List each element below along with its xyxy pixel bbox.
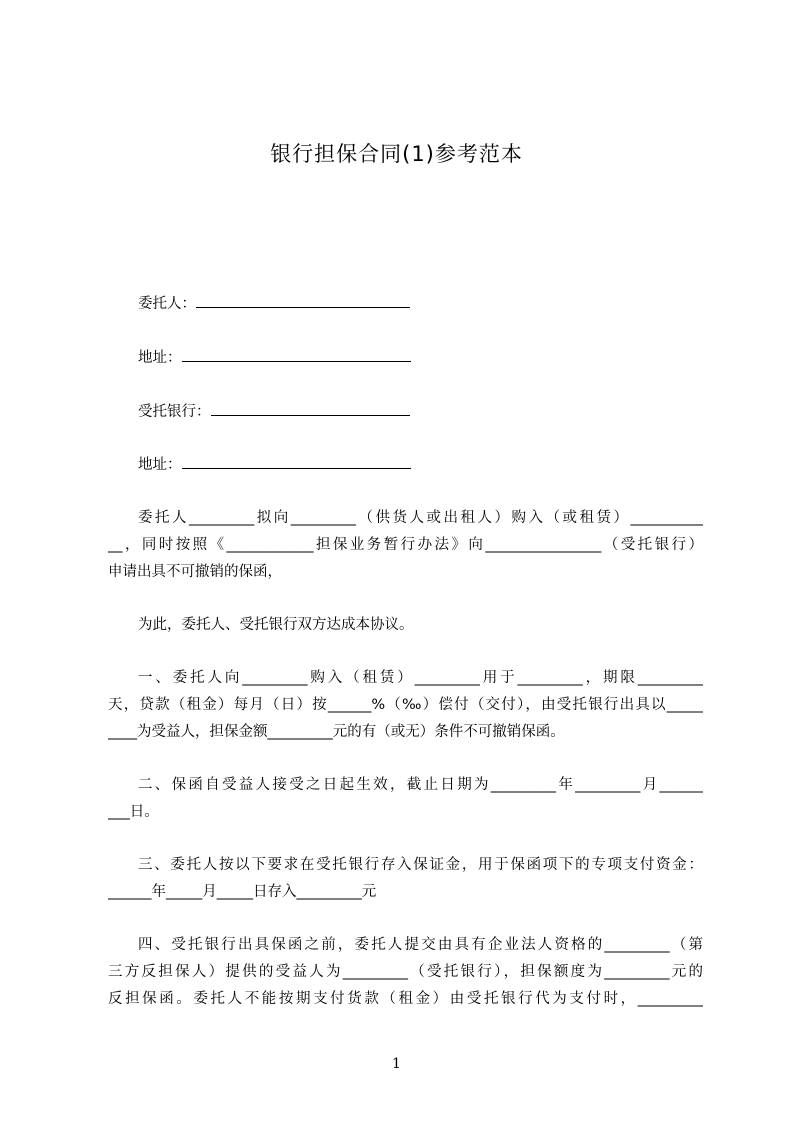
client-label: 委托人： bbox=[138, 296, 196, 312]
client-address-field bbox=[138, 346, 411, 367]
client-field bbox=[138, 292, 410, 313]
client-address-blank bbox=[182, 346, 411, 362]
bank-address-label: 地址： bbox=[138, 457, 182, 473]
client-address-label: 地址： bbox=[138, 350, 182, 366]
clause-4-line-1: 四、受托银行出具保函之前，委托人提交由具有企业法人资格的_________（第 bbox=[138, 937, 703, 953]
bank-address-blank bbox=[182, 453, 411, 469]
clause-1-line-1: 一、委托人向_________购入（租赁）_________用于_________，期限_________ bbox=[138, 670, 703, 686]
intro-line-2: __，同时按照《____________担保业务暂行办法》向________________（受托银行） bbox=[108, 537, 703, 553]
intro-line-1: 委托人_________拟向_________（供货人或出租人）购入（或租赁）__________ bbox=[138, 510, 703, 526]
clause-3-line-1: 三、委托人按以下要求在受托银行存入保证金，用于保函项下的专项支付资金： bbox=[138, 857, 703, 873]
clause-1-line-2: 天，贷款（租金）每月（日）按______%（‰）偿付（交付），由受托银行出具以_____ bbox=[108, 697, 703, 713]
clause-2-line-1: 二、保函自受益人接受之日起生效，截止日期为_________年_________月______ bbox=[138, 777, 703, 793]
clause-1-line-3: ____为受益人，担保金额_________元的有（或无）条件不可撤销保函。 bbox=[108, 724, 565, 740]
bank-address-field bbox=[138, 453, 411, 474]
page-title: 银行担保合同(1)参考范本 bbox=[270, 142, 523, 166]
bank-blank bbox=[211, 400, 410, 416]
clause-4-line-3: 反担保函。委托人不能按期支付货款（租金）由受托银行代为支付时，_________ bbox=[108, 991, 703, 1007]
page-number: 1 bbox=[392, 1056, 401, 1072]
clause-3-line-2: ______年_____月_____日存入_________元 bbox=[108, 884, 377, 900]
client-blank bbox=[196, 292, 410, 308]
clause-4-line-2: 三方反担保人）提供的受益人为_________（受托银行），担保额度为_________元的 bbox=[108, 964, 703, 980]
clause-2-line-2: ___日。 bbox=[108, 804, 159, 820]
bank-field bbox=[138, 400, 410, 421]
intro-line-3: 申请出具不可撤销的保函， bbox=[108, 564, 282, 580]
bank-label: 受托银行： bbox=[138, 404, 211, 420]
agreement-line: 为此，委托人、受托银行双方达成本协议。 bbox=[138, 617, 414, 633]
